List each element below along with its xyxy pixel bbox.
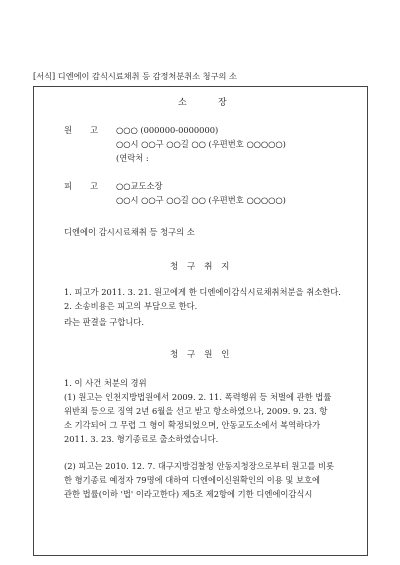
- purpose-line-1: 1. 피고가 2011. 3. 21. 원고에게 한 디엔에이감식시료채취처분을 취소한다.: [64, 287, 341, 297]
- case-name: 디엔에이 감시시료채취 등 청구의 소: [64, 227, 195, 237]
- purpose-heading: 청 구 취 지: [170, 262, 233, 272]
- title-char-2: 장: [218, 98, 229, 108]
- para2-line-3: 관한 법률(이하 '법' 이라고한다) 제5조 제2항에 기한 디엔에이감식시: [64, 489, 313, 499]
- form-title: [서식] 디엔에이 감식시료채취 등 감정처분취소 청구의 소: [33, 71, 237, 81]
- title-char-1: 소: [178, 98, 189, 108]
- para2-line-2: 한 형기종료 예정자 79명에 대하여 디엔에이신원확인의 이용 및 보호에: [64, 475, 321, 485]
- defendant-label-1: 피: [64, 181, 73, 191]
- para1-line-2: 위반죄 등으로 징역 2년 6월을 선고 받고 항소하였으나, 2009. 9. 23. 항: [64, 406, 328, 416]
- plaintiff-address: ○○시 ○○구 ○○길 ○○ (우편번호 ○○○○○): [116, 139, 286, 149]
- para1-line-1: (1) 원고는 인천지방법원에서 2009. 2. 11. 폭력행위 등 처벌에 관한 법률: [64, 392, 332, 402]
- plaintiff-name-id: ○○○ (000000-0000000): [116, 125, 219, 135]
- cause-heading: 청 구 원 인: [170, 350, 233, 360]
- plaintiff-label-2: 고: [90, 125, 99, 135]
- purpose-line-2: 2. 소송비용은 피고의 부담으로 한다.: [64, 301, 198, 311]
- purpose-line-3: 라는 판결을 구합니다.: [64, 317, 145, 327]
- defendant-name: ○○교도소장: [116, 181, 163, 191]
- para1-line-3: 소 기각되어 그 무렵 그 형이 확정되었으며, 안동교도소에서 복역하다가: [64, 420, 321, 430]
- defendant-address: ○○시 ○○구 ○○길 ○○ (우편번호 ○○○○○): [116, 195, 286, 205]
- plaintiff-contact: (연락처 :: [116, 153, 149, 163]
- plaintiff-label-1: 원: [64, 125, 73, 135]
- defendant-label-2: 고: [90, 181, 99, 191]
- cause-item1-title: 1. 이 사건 처분의 경위: [64, 378, 147, 388]
- para2-line-1: (2) 피고는 2010. 12. 7. 대구지방검찰청 안동지청장으로부터 원고를 비롯: [64, 461, 335, 471]
- para1-line-4: 2011. 3. 23. 형기종료로 출소하였습니다.: [64, 434, 219, 444]
